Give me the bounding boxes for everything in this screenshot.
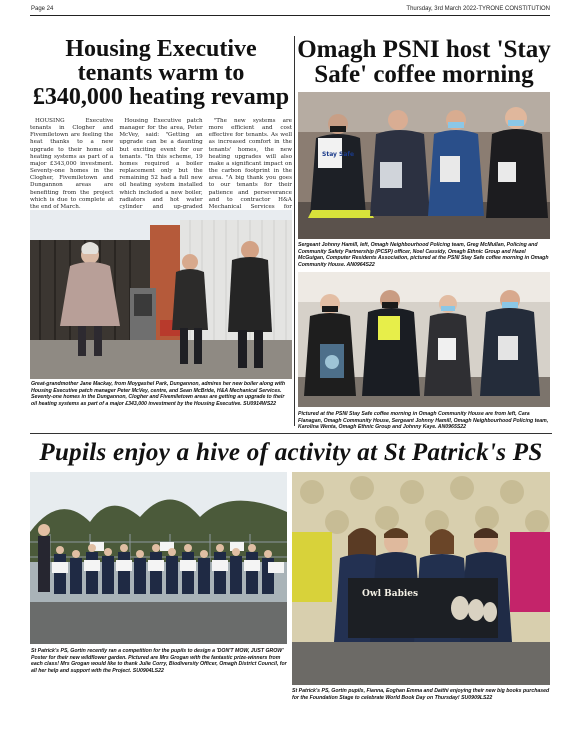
psni-photo-2: [298, 272, 550, 407]
page-number: Page 24: [31, 6, 54, 12]
date-masthead: Thursday, 3rd March 2022-TYRONE CONSTITUTION: [406, 6, 550, 12]
housing-headline: Housing Executive tenants warm to £340,000 heating revamp: [32, 36, 290, 110]
housing-column-1-text: HOUSING Executive tenants in Clogher and Fivemiletown are feeling the heat thanks to a new upgrade to their home oil heating systems as part of a major £343,000 investment. Seventy-one homes in the Clogher, Fivemiletown and Dungannon areas are benefiting from the project which is due to complete at the end of March.: [30, 118, 114, 210]
housing-photo-caption: Great-grandmother Jane Mackay, from Moygashel Park, Dungannon, admires her new boiler along with Housing Executive patch manager Peter McVey, centre, and Sean McBride, H&A Mechanical Services. Seventy-one homes in the Dungannon, Clogher and Fivemiletown areas are getting an upgrade to their oil heating systems as part of a major £343,000 investment by the Housing Executive. SU0914WS22: [31, 381, 286, 407]
leaflet-text-1: Stay Safe: [322, 151, 355, 158]
pupils-photo-2-caption: St Patrick's PS, Gortin pupils, Fianna, Eoghan Emma and Daithi enjoying their new big books purchased for the Foundation Stage to celebrate World Book Day on Thursday! SU0909LS22: [292, 688, 550, 701]
psni-photo-1: [298, 92, 550, 239]
housing-article-body: [30, 118, 292, 210]
housing-column-3: [208, 118, 292, 210]
column-divider: [294, 36, 295, 426]
psni-photo-2-caption: Pictured at the PSNI Stay Safe coffee morning in Omagh Community House are from left, Cara Flanagan, Omagh Community House, Sergeant Johnny Hamill, Omagh Neighbourhood Policing team, Karolina Wenta, Omagh Ethnic Group and Johnny Kaye. AN0965S22: [298, 411, 549, 430]
top-rule: [30, 15, 550, 16]
housing-column-3-text: "The new systems are more efficient and cost effective for tenants. As well as increased comfort in the tenants' homes, the new heating upgrades will also make a significant impact on the carbon footprint in the area. "A big thank you goes to our tenants for their patience and perseverance and to contractor H&A Mechanical Services for: [208, 118, 292, 210]
housing-column-2-text: Housing Executive patch manager for the area, Peter McVey, said: "Getting an upgrade can be a daunting but exciting event for our tenants. "In this scheme, 19 homes required a boiler replacement only but the remaining 52 had a full new oil heating system installed which included a new boiler, radiators and hot water cylinder and up-graded: [119, 118, 203, 210]
psni-headline: Omagh PSNI host 'Stay Safe' coffee morning: [297, 36, 551, 88]
pupils-photo-2: [292, 472, 550, 685]
pupils-headline: Pupils enjoy a hive of activity at St Patrick's PS: [39, 439, 543, 466]
book-title-text: Owl Babies: [362, 589, 419, 599]
section-divider: [30, 433, 552, 434]
pupils-photo-1-caption: St Patrick's PS, Gortin recently ran a competition for the pupils to design a 'DON'T MOW, JUST GROW' Poster for their new wildflower garden. Pictured are Mrs Grogan with the fantastic prize-winners from each class! Mrs Grogan would like to thank Julie Corry, Biodiversity Officer, Omagh District Council, for all her help and support with the Project. SU0904LS22: [31, 648, 287, 674]
psni-photo-1-caption: Sergeant Johnny Hamill, left, Omagh Neighbourhood Policing team, Greg McMullan, Policing and Community Safety Partnership (PCSP) officer, Noel Cassidy, Omagh Ethnic Group and Hazel McGuigan, Computer Residents Association, pictured at the PSNI Stay Safe coffee morning in Omagh Community House. AN0964S22: [298, 242, 549, 268]
housing-column-2: [119, 118, 203, 210]
housing-photo: [30, 210, 292, 379]
pupils-photo-1: [30, 472, 287, 644]
housing-column-1: [30, 118, 114, 210]
